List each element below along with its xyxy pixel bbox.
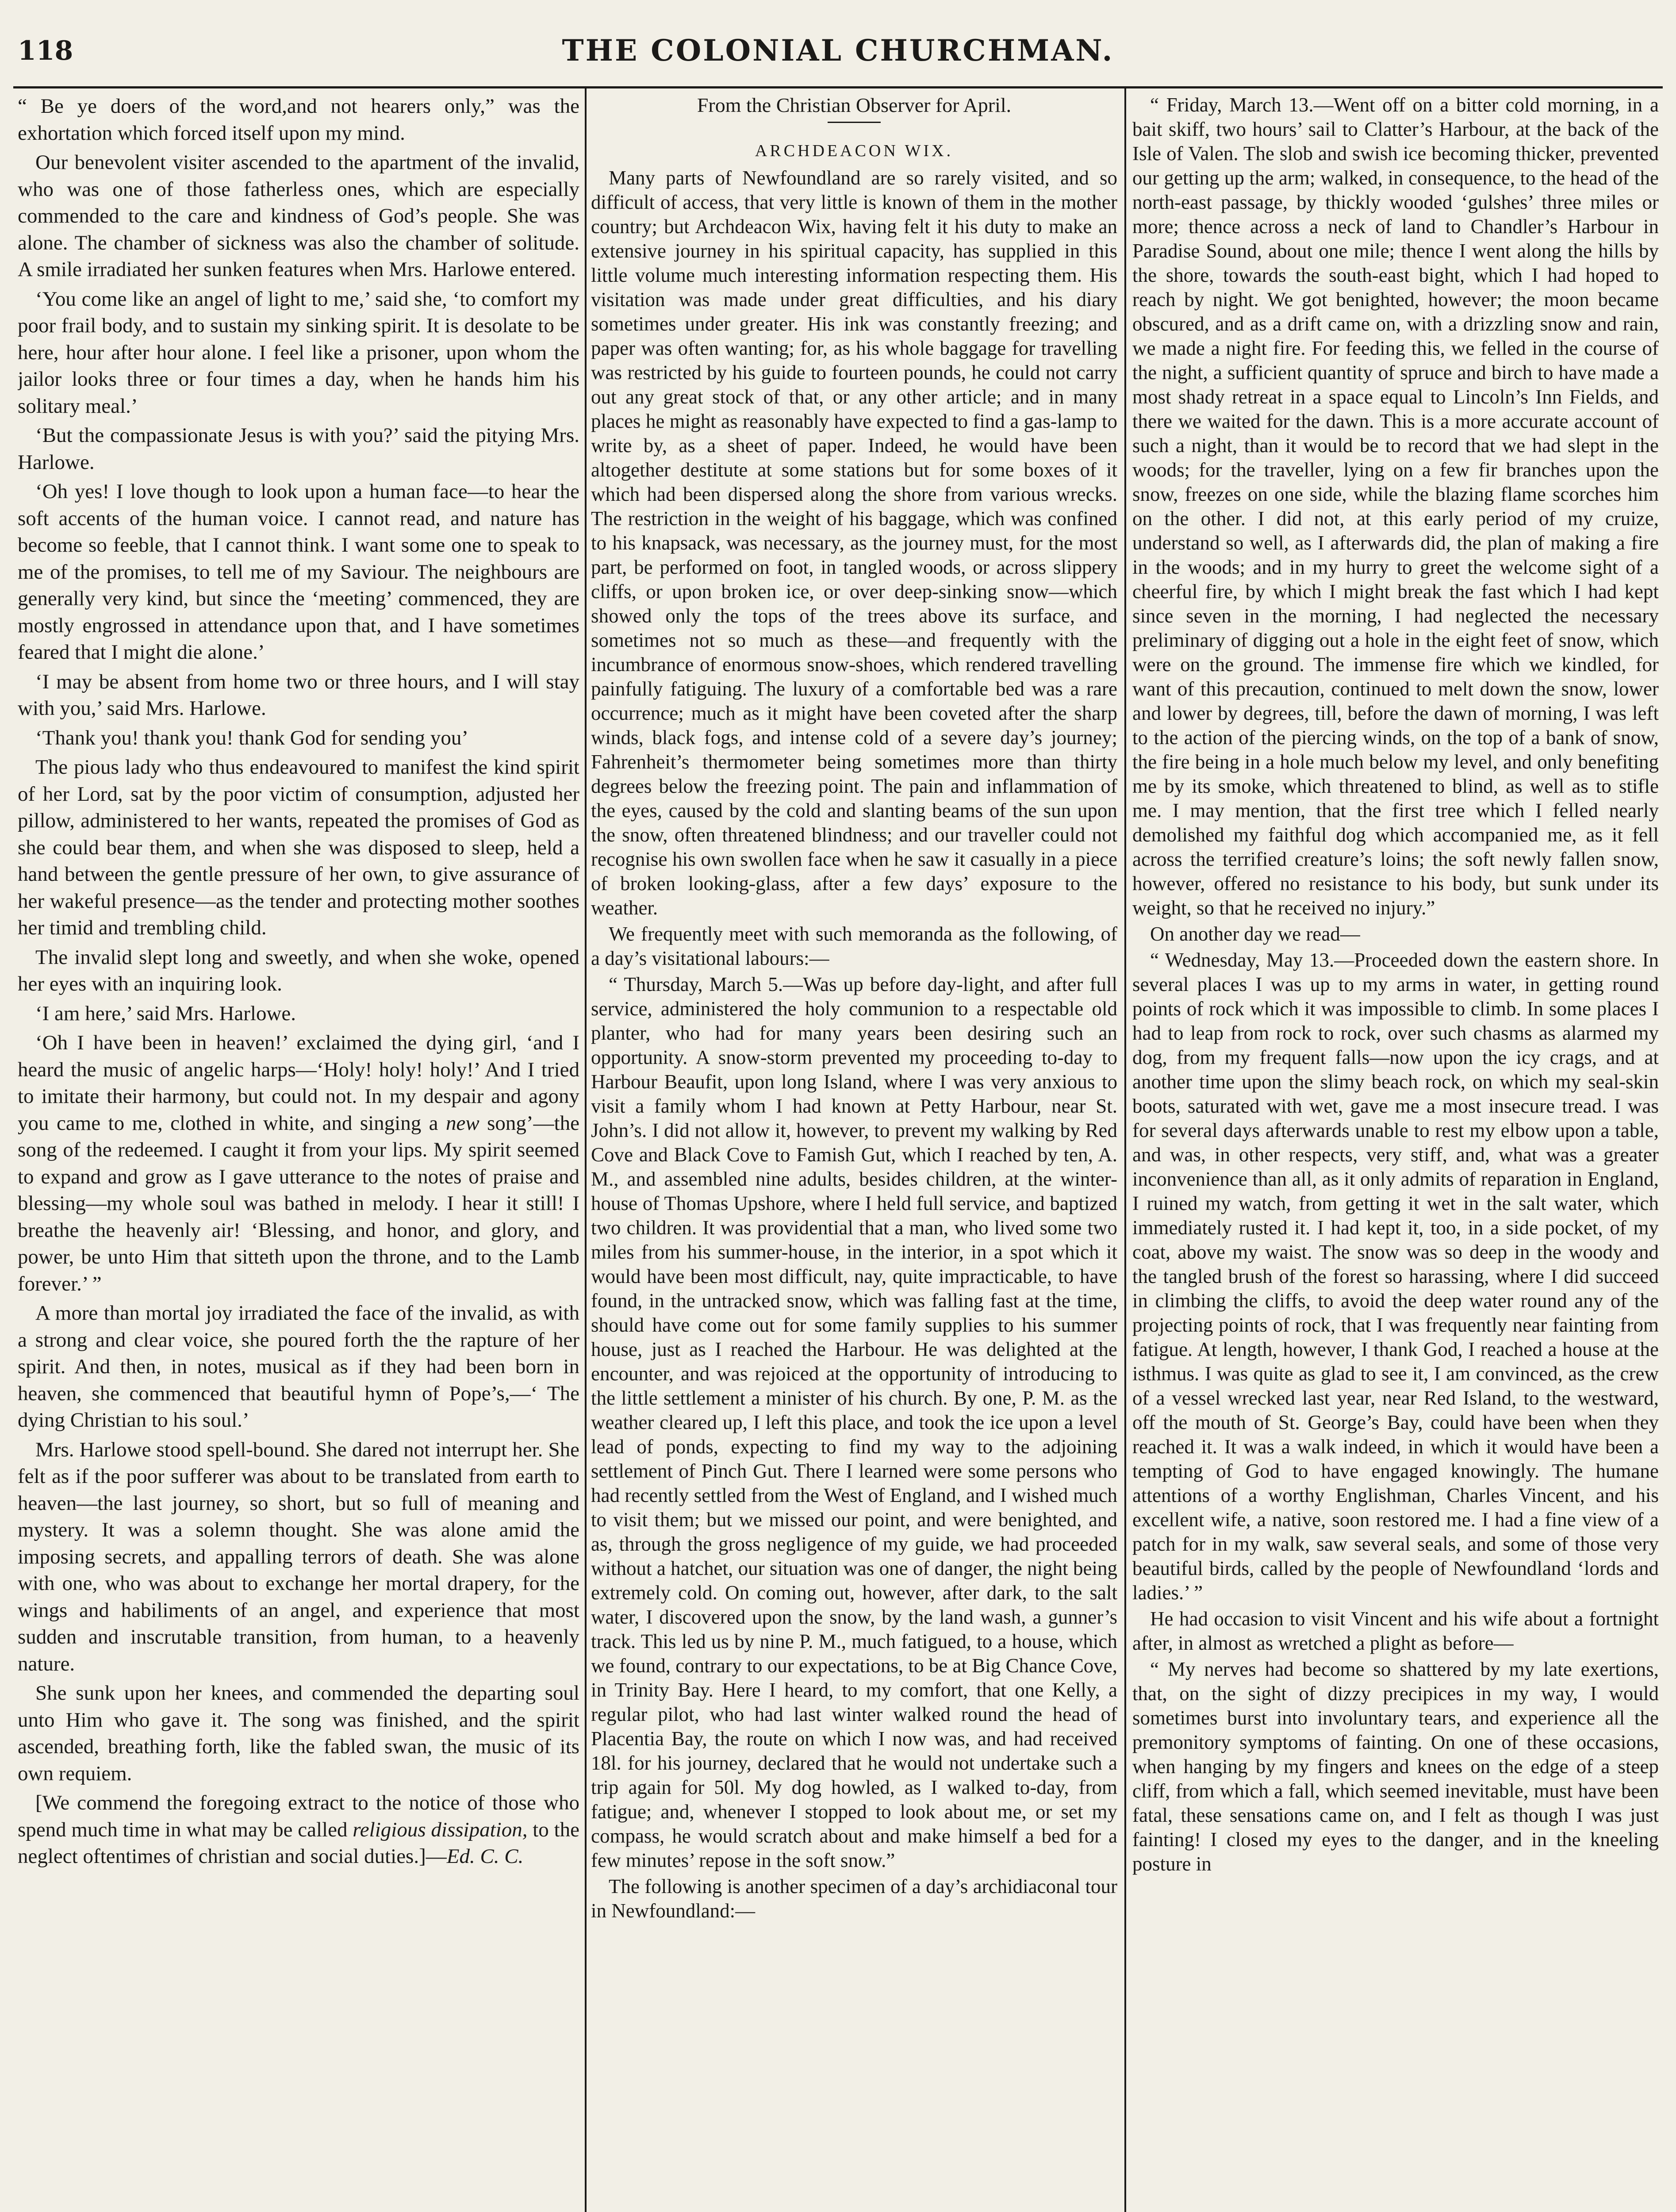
paragraph (18, 1029, 579, 1297)
paragraph: We frequently meet with such memoranda as the following, of a day’s visitational labours:— (591, 923, 1117, 969)
text-run: to the neglect oftentimes of christian and social duties.]— (18, 1818, 579, 1868)
editor-signature: Ed. C. C. (446, 1845, 524, 1868)
text-run: [We commend the foregoing extract to the notice of those who spend much time in what may be called (18, 1791, 579, 1841)
paragraph: ‘I may be absent from home two or three hours, and I will stay with you,’ said Mrs. Harlowe. (18, 670, 579, 720)
column-rule-2 (1124, 88, 1126, 2212)
column-1 (18, 93, 579, 2212)
paragraph: A more than mortal joy irradiated the face of the invalid, as with a strong and clear voice, she poured forth the the rapture of her spirit. And then, in notes, musical as if they had been born in heaven, she commenced that beautiful hymn of Pope’s,—‘ The dying Christian to his soul.’ (18, 1302, 579, 1432)
paragraph: He had occasion to visit Vincent and his wife about a fortnight after, in almost as wretched a plight as before— (1132, 1608, 1659, 1654)
paragraph: The invalid slept long and sweetly, and when she woke, opened her eyes with an inquiring look. (18, 945, 579, 995)
emphasis-text: new (445, 1111, 479, 1135)
short-divider (828, 122, 881, 123)
text-run: song’—the song of the redeemed. I caught it from your lips. My spirit seemed to expand and grow as I gave utterance to the notes of praise and blessing—my whole soul was bathed in melody. I hear it still! I breathe the heavenly air! ‘Blessing, and honor, and glory, and power, be unto Him that sitteth upon the throne, and to the Lamb forever.’ ” (18, 1111, 579, 1295)
header-rule (13, 86, 1663, 88)
paragraph: On another day we read— (1150, 923, 1360, 945)
paragraph: Mrs. Harlowe stood spell-bound. She dared not interrupt her. She felt as if the poor sufferer was about to be translated from earth to heaven—the last journey, so short, but so full of meaning and mystery. It was a solemn thought. She was alone amid the imposing secrets, and appalling terrors of death. She was alone with one, who was about to exchange her mortal drapery, for the wings and habiliments of an angel, and experience that most sudden and inscrutable transition, from human, to a heavenly nature. (18, 1438, 579, 1675)
column-3 (1132, 93, 1659, 2212)
paragraph: Our benevolent visiter ascended to the apartment of the invalid, who was one of those fatherless ones, which are especially commended to the care and kindness of God’s people. She was alone. The chamber of sickness was also the chamber of solitude. A smile irradiated her sunken features when Mrs. Harlowe entered. (18, 151, 579, 281)
text-run: ‘Oh I have been in heaven!’ exclaimed the dying girl, ‘and I heard the music of angelic harps—‘Holy! holy! holy!’ And I tried to imitate their harmony, but could not. In my despair and agony you came to me, clothed in white, and singing a (18, 1031, 579, 1135)
page-number: 118 (18, 35, 73, 66)
column-2 (591, 93, 1117, 2212)
paragraph: She sunk upon her knees, and commended the departing soul unto Him who gave it. The song was finished, and the spirit ascended, breathing forth, like the fabled swan, the music of its own requiem. (18, 1682, 579, 1785)
paragraph: ‘You come like an angel of light to me,’ said she, ‘to comfort my poor frail body, and to sustain my sinking spirit. It is desolate to be here, hour after hour alone. I feel like a prisoner, upon whom the jailor looks three or four times a day, when he hands him his solitary meal.’ (18, 287, 579, 418)
paragraph: “ Wednesday, May 13.—Proceeded down the eastern shore. In several places I was up to my arms in water, in getting round points of rock which it was impossible to climb. In some places I had to leap from rock to rock, over such chasms as alarmed my dog, from my frequent falls—now upon the icy crags, and at another time upon the slimy beach rock, on which my seal-skin boots, saturated with wet, gave me a most insecure tread. I was for several days afterwards unable to rest my elbow upon a table, and was, in other respects, very stiff, and, what was a greater inconvenience than all, as it only admits of reparation in England, I ruined my watch, from getting it wet in the salt water, which immediately rusted it. I had kept it, too, in a side pocket, of my coat, above my waist. The snow was so deep in the woody and the tangled brush of the forest so harassing, where I did succeed in climbing the cliffs, to avoid the deep water round any of the projecting points of rock, that I was frequently near fainting from fatigue. At length, however, I thank God, I reached a house at the isthmus. I was quite as glad to see it, I am convinced, as the crew of a vessel wrecked last year, near Red Island, to the westward, off the mouth of St. George’s Bay, could have been when they reached it. It was a walk indeed, in which it would have been a tempting of God to have engaged knowingly. The humane attentions of a worthy Englishman, Charles Vincent, and his excellent wife, a native, soon restored me. I had a fine view of a patch for in my walk, saw several seals, and some of those very beautiful birds, called by the people of Newfoundland ‘lords and ladies.’ ” (1132, 949, 1659, 1604)
masthead-title: THE COLONIAL CHURCHMAN. (562, 33, 1114, 68)
paragraph: Many parts of Newfoundland are so rarely visited, and so difficult of access, that very little is known of them in the mother country; but Archdeacon Wix, having felt it his duty to make an extensive journey in his spiritual capacity, has supplied in this little volume much interesting information respecting them. His visitation was made under great difficulties, and his diary sometimes under greater. His ink was constantly freezing; and paper was often wanting; for, as his whole baggage for travelling was restricted by his guide to fourteen pounds, he could not carry out any great stock of that, or any other article; and in many places he might as reasonably have expected to find a gas-lamp to write by, as a sheet of paper. Indeed, he would have been altogether destitute at some stations but for some boxes of it which had been dispersed along the shore from various wrecks. The restriction in the weight of his baggage, which was confined to his knapsack, was necessary, as the journey must, for the most part, be performed on foot, in tangled woods, or across slippery cliffs, or upon broken ice, or over deep-sinking snow—which showed only the tops of the trees above its surface, and sometimes not so much as these—and frequently with the incumbrance of enormous snow-shoes, which rendered travelling painfully fatiguing. The luxury of a comfortable bed was a rare occurrence; much as it might have been coveted after the sharp winds, black fogs, and intense cold of a severe day’s journey; Fahrenheit’s thermometer being sometimes more than thirty degrees below the freezing point. The pain and inflammation of the eyes, caused by the cold and slanting beams of the sun upon the snow, often threatened blindness; and our traveller could not recognise his own swollen face when he saw it casually in a piece of broken looking-glass, after a few days’ exposure to the weather. (591, 167, 1117, 919)
paragraph: “ Thursday, March 5.—Was up before day-light, and after full service, administered the holy communion to a respectable old planter, who had for many years been desiring such an opportunity. A snow-storm prevented my proceeding to-day to Harbour Beaufit, upon long Island, where I was very anxious to visit a family whom I had known at Petty Harbour, near St. John’s. I did not allow it, however, to prevent my walking by Red Cove and Black Cove to Famish Gut, which I reached by ten, A. M., and assembled nine adults, besides children, at the winter-house of Thomas Upshore, where I held full service, and baptized two children. It was providential that a man, who lived some two miles from his summer-house, in the interior, in a spot which it would have been most difficult, nay, quite impracticable, to have found, in the untracked snow, which was falling fast at the time, should have come out for some family supplies to his summer house, just as I reached the Harbour. He was delighted at the encounter, and was rejoiced at the opportunity of introducing to the little settlement a minister of his church. By one, P. M. as the weather cleared up, I left this place, and took the ice upon a level lead of ponds, expecting to find my way to the adjoining settlement of Pinch Gut. There I learned were some persons who had recently settled from the West of England, and I wished much to visit them; but we missed our point, and were benighted, and as, through the gross negligence of my guide, we had proceeded without a hatchet, our situation was one of danger, the night being extremely cold. On coming out, however, after dark, to the salt water, I discovered upon the snow, by the land wash, a gunner’s track. This led us by nine P. M., much fatigued, to a house, which we found, contrary to our expectations, to be at Big Chance Cove, in Trinity Bay. Here I heard, to my comfort, that one Kelly, a regular pilot, who had last winter walked round the head of Placentia Bay, the route on which I now was, and had received 18l. for his journey, declared that he would not undertake such a trip again for 50l. My dog howled, as I walked to-day, from fatigue; and, whenever I stopped to look about me, or set my compass, he would scratch about and make himself a bed for a few minutes’ repose in the soft snow.” (591, 973, 1117, 1871)
paragraph: The following is another specimen of a day’s archidiaconal tour in Newfoundland:— (591, 1875, 1117, 1922)
paragraph: ‘Oh yes! I love though to look upon a human face—to hear the soft accents of the human voice. I cannot read, and nature has become so feeble, that I cannot think. I want some one to speak to me of the promises, to tell me of my Saviour. The neighbours are generally very kind, but since the ‘meeting’ commenced, they are mostly engrossed in attendance upon that, and I have sometimes feared that I might die alone.’ (18, 480, 579, 664)
paragraph: “ My nerves had become so shattered by my late exertions, that, on the sight of dizzy precipices in my way, I would sometimes burst into involuntary tears, and experience all the premonitory symptoms of fainting. On one of these occasions, when hanging by my fingers and knees on the edge of a steep cliff, from which a fall, which seemed inevitable, must have been fatal, these sensations came on, and I felt as though I was just fainting! I closed my eyes to the danger, and in the kneeling posture in (1132, 1658, 1659, 1875)
paragraph: ‘But the compassionate Jesus is with you?’ said the pitying Mrs. Harlowe. (18, 424, 579, 474)
paragraph: ‘I am here,’ said Mrs. Harlowe. (35, 1002, 296, 1025)
emphasis-text: religious dissipation, (353, 1818, 528, 1841)
column-rule-1 (585, 88, 587, 2212)
source-line: From the Christian Observer for April. (697, 94, 1012, 116)
paragraph: “ Friday, March 13.—Went off on a bitter cold morning, in a bait skiff, two hours’ sail to Clatter’s Harbour, at the back of the Isle of Valen. The slob and swish ice becoming thicker, prevented our getting up the arm; walked, in consequence, to the head of the north-east passage, by thickly wooded ‘gulshes’ three miles or more; thence across a neck of land to Chandler’s Harbour in Paradise Sound, about one mile; thence I went along the hills by the shore, towards the south-east bight, which I had hoped to reach by night. We got benighted, however; the moon became obscured, and as a drift came on, with a drizzling snow and rain, we made a night fire. For feeding this, we felled in the course of the night, a sufficient quantity of spruce and birch to have made a most shady retreat in a space equal to Lincoln’s Inn Fields, and there we waited for the dawn. This is a more accurate account of such a night, than it would be to record that we had slept in the woods; for the traveller, lying on a few fir branches upon the snow, freezes on one side, while the blazing flame scorches him on the other. I did not, at this early period of my cruize, understand so well, as I afterwards did, the plan of making a fire in the woods; and in my hurry to greet the welcome sight of a cheerful fire, by which I might break the fast which I had kept since seven in the morning, I had neglected the necessary preliminary of digging out a hole in the eight feet of snow, which were on the ground. The immense fire which we kindled, for want of this precaution, continued to melt down the snow, lower and lower by degrees, till, before the dawn of morning, I was left to the action of the piercing winds, on the top of a bank of snow, the fire being in a hole much below my level, and only benefiting me by its smoke, which threatened to blind, as well as to stifle me. I may mention, that the first tree which I felled nearly demolished my faithful dog which accompanied me, as it fell across the terrified creature’s loins; the soft newly fallen snow, however, offered no resistance to his body, but sunk under its weight, so that he received no injury.” (1132, 94, 1659, 919)
editor-note (18, 1790, 579, 1870)
paragraph: “ Be ye doers of the word,and not hearers only,” was the exhortation which forced itself upon my mind. (18, 95, 579, 145)
article-heading: ARCHDEACON WIX. (755, 142, 954, 160)
paragraph: ‘Thank you! thank you! thank God for sending you’ (35, 726, 468, 749)
paragraph: The pious lady who thus endeavoured to manifest the kind spirit of her Lord, sat by the poor victim of consumption, adjusted her pillow, administered to her wants, repeated the promises of God as she could bear them, and when she was disposed to sleep, held a hand between the gentle pressure of her own, to give assurance of her wakeful presence—as the tender and protecting mother soothes her timid and trembling child. (18, 756, 579, 939)
